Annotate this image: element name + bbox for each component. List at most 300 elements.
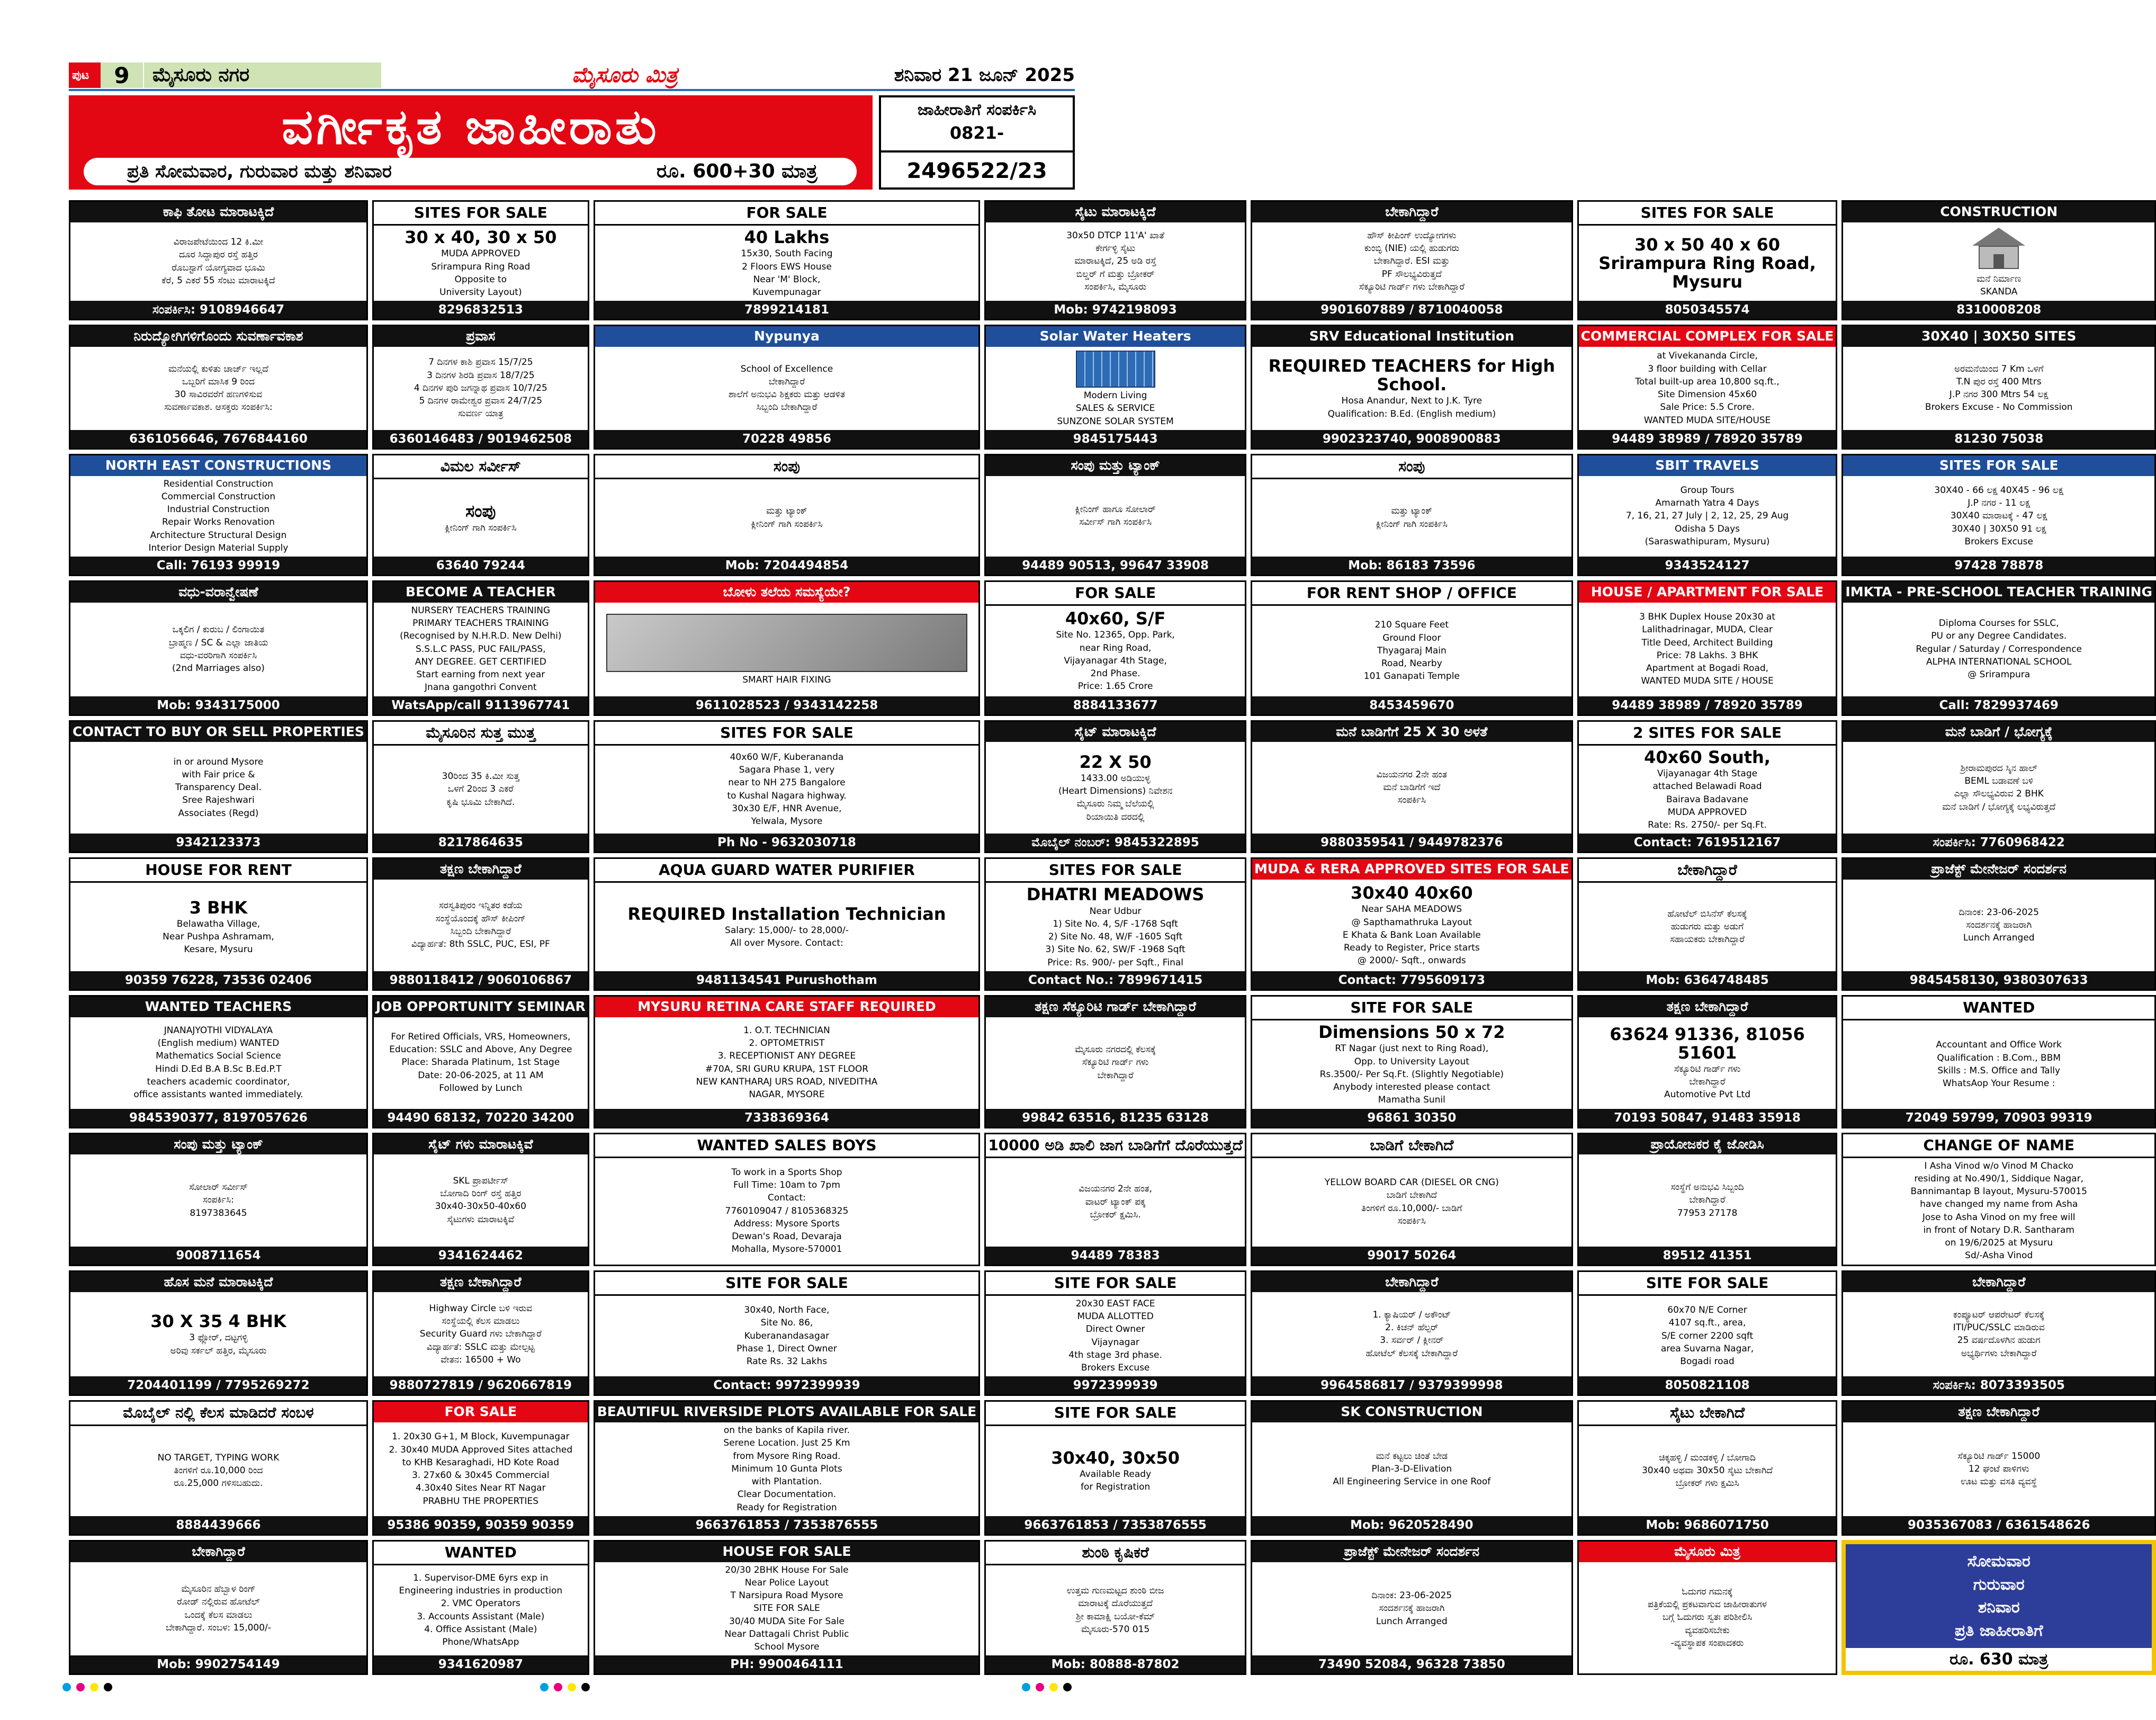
ad-contact-phone: 96861 30350 xyxy=(1252,1109,1571,1127)
ad-text-line: Followed by Lunch xyxy=(439,1082,523,1094)
ad-text-line: 5 ದಿನಗಳ ರಾಮೇಶ್ವರ ಪ್ರವಾಸ 24/7/25 xyxy=(419,396,543,407)
ad-body xyxy=(1252,1020,1571,1108)
ad-highlight: 40x60, S/F xyxy=(1065,608,1166,629)
ad-text-line: ಸಂಪರ್ಕಿಸಿ, ಮೈಸೂರು xyxy=(1084,281,1147,292)
ad-text-line: Vijaynagar xyxy=(1091,1337,1139,1348)
ad-text-line: Site Dimension 45x60 xyxy=(1657,389,1757,400)
ad-body xyxy=(374,603,588,696)
ad-text-line: ಸೆಕ್ಯೂರಿಟಿ ಗಾರ್ಡ್ ಗಳು ಬೇಕಾಗಿದ್ದಾರೆ xyxy=(1359,281,1465,292)
ad-body xyxy=(986,1426,1245,1516)
ad-text-line: PF ಸೌಲಭ್ಯವಿರುತ್ತದೆ xyxy=(1381,268,1442,280)
ad-text-line: in or around Mysore xyxy=(173,756,264,767)
ad-text-line: MUDA ALLOTTED xyxy=(1077,1311,1154,1322)
ad-text-line: ಸೋಲಾರ್ ಸರ್ವೀಸ್ xyxy=(189,1182,248,1193)
ad-text-line: ಮನೆ ಬಾಡಿಗೆಗೆ ಇದೆ xyxy=(1383,782,1441,793)
ad-contact-phone: 81230 75038 xyxy=(1843,430,2154,448)
ad-text-line: SALES & SERVICE xyxy=(1075,403,1155,414)
ad-text-line: 4.30x40 Sites Near RT Nagar xyxy=(416,1483,546,1494)
ad-text-line: to Kushal Nagara highway. xyxy=(727,790,847,801)
classified-ad xyxy=(984,1400,1246,1536)
ad-contact-phone: 6360146483 / 9019462508 xyxy=(374,430,588,448)
ad-contact-phone: 94490 68132, 70220 34200 xyxy=(374,1109,588,1127)
ad-body xyxy=(986,347,1245,430)
ad-text-line: Plan-3-D-Elivation xyxy=(1371,1463,1452,1474)
registration-marks-center xyxy=(540,1683,590,1691)
ad-text-line: 30X40 ಮಾರಾಟಕ್ಕೆ - 47 ಲಕ್ಷ xyxy=(1950,510,2047,522)
ad-highlight: 30x40 40x60 xyxy=(1351,883,1473,903)
ad-text-line: ಕ್ಲೀನಿಂಗ್ ಗಾಗಿ ಸಂಪರ್ಕಿಸಿ xyxy=(751,518,823,530)
ad-body xyxy=(1252,479,1571,557)
ad-heading: SK CONSTRUCTION xyxy=(1252,1402,1571,1422)
ad-heading: ತಕ್ಷಣ ಬೇಕಾಗಿದ್ದಾರೆ xyxy=(374,859,588,880)
ad-text-line: ಹೌಸ್ ಕೀಪಿಂಗ್ ಉದ್ಯೋಗಗಳು xyxy=(1367,230,1457,241)
ad-text-line: NEW KANTHARAJ URS ROAD, NIVEDITHA xyxy=(696,1076,878,1087)
ad-text-line: ಬೇಕಾಗಿದ್ದಾರೆ xyxy=(768,376,805,387)
ad-contact-phone: ಸಂಪರ್ಕಿಸಿ: 8073393505 xyxy=(1843,1376,2154,1394)
ad-text-line: Brokers Excuse xyxy=(1081,1363,1150,1374)
ad-text-line: JNANAJYOTHI VIDYALAYA xyxy=(164,1025,273,1036)
ad-text-line: ಸೆಕ್ಯೂರಿಟಿ ಗಾರ್ಡ್ 15000 xyxy=(1957,1450,2041,1462)
classified-ad xyxy=(1251,454,1573,576)
ad-contact-phone: 8296832513 xyxy=(374,301,588,319)
cyan-dot xyxy=(540,1683,549,1691)
classified-ad xyxy=(594,1133,980,1266)
ad-body xyxy=(595,746,978,834)
ad-body xyxy=(1579,226,1836,301)
ad-text-line: ಕುಂಬ್ಳಿ (NIE) ಯಲ್ಲಿ ಹುಡುಗರು xyxy=(1364,243,1459,254)
classified-ad xyxy=(1841,1540,2156,1676)
classified-ad xyxy=(69,1270,368,1396)
ad-text-line: ಚಿಕ್ಕಹಳ್ಳಿ / ಮಂಡಕಳ್ಳಿ / ಬೋಗಾದಿ xyxy=(1659,1452,1756,1463)
ad-text-line: 15x30, South Facing xyxy=(741,248,833,259)
section-name: ಮೈಸೂರು ನಗರ xyxy=(144,62,381,88)
ad-contact-phone: 7204401199 / 7795269272 xyxy=(70,1376,366,1394)
ad-text-line: 4 ದಿನಗಳ ಪುರಿ ಜಗನ್ನಾಥ ಪ್ರವಾಸ 10/7/25 xyxy=(414,382,547,393)
ad-text-line: Security Guard ಗಳು ಬೇಕಾಗಿದ್ದಾರೆ xyxy=(419,1329,542,1340)
ad-text-line: ವಿರಾಜಪೇಟೆಯಿಂದ 12 ಕಿ.ಮೀ xyxy=(173,237,264,248)
ad-body xyxy=(986,883,1245,971)
ad-text-line: Architecture Structural Design xyxy=(150,530,287,541)
ad-text-line: 3. RECEPTIONIST ANY DEGREE xyxy=(717,1051,856,1062)
ad-text-line: WANTED MUDA SITE / HOUSE xyxy=(1641,676,1774,687)
ad-text-line: Engineering industries in production xyxy=(399,1585,563,1597)
ad-body xyxy=(1579,603,1836,696)
ad-text-line: ಬಾಡಿಗೆ ಬೇಕಾಗಿದೆ xyxy=(1386,1190,1438,1201)
ad-text-line: 7, 16, 21, 27 July | 2, 12, 25, 29 Aug xyxy=(1625,510,1789,522)
classified-ad xyxy=(1251,720,1573,854)
ad-heading: SBIT TRAVELS xyxy=(1579,455,1836,476)
ad-body xyxy=(595,1422,978,1516)
ad-text-line: 2. VMC Operators xyxy=(441,1598,520,1609)
ad-text-line: Belawatha Village, xyxy=(176,918,260,929)
ad-contact-phone: 9845458130, 9380307633 xyxy=(1843,971,2154,989)
ad-text-line: All Engineering Service in one Roof xyxy=(1333,1476,1491,1488)
classified-ad xyxy=(372,1270,589,1396)
ad-text-line: Repair Works Renovation xyxy=(162,517,275,528)
ad-text-line: ಸುವರ್ಣ ಯಾತ್ರ xyxy=(458,408,504,419)
ad-text-line: ಸಹಾಯಕರು ಬೇಕಾಗಿದ್ದಾರೆ xyxy=(1670,934,1745,945)
ad-highlight: Dimensions 50 x 72 xyxy=(1318,1022,1505,1043)
ad-text-line: (English medium) WANTED xyxy=(157,1038,280,1049)
classified-ad xyxy=(594,200,980,320)
ad-contact-phone: 7899214181 xyxy=(595,301,978,319)
ad-body xyxy=(374,1565,588,1655)
ad-body xyxy=(1579,1426,1836,1516)
ad-text-line: PU or any Degree Candidates. xyxy=(1931,631,2067,642)
ad-text-line: 25 ವರ್ಷದೊಳಗಿನ ಹುಡುಗ xyxy=(1957,1335,2041,1346)
ad-text-line: 3) Site No. 62, SW/F -1968 Sqft xyxy=(1045,944,1185,955)
ad-body xyxy=(1843,880,2154,971)
ad-text-line: 7760109047 / 8105368325 xyxy=(725,1205,849,1216)
ad-text-line: ಬ್ರೋಕರ್ ಗಳು ಕ್ಷಮಿಸಿ xyxy=(1675,1478,1739,1489)
ad-text-line: ಒಬ್ಬರಿಗೆ ಮಾಸಿಕ 9 ರಿಂದ xyxy=(182,376,255,387)
ad-body xyxy=(374,226,588,301)
ad-text-line: ಅರಿವು ಸರ್ಕಲ್ ಹತ್ತಿರ, ಮೈಸೂರು xyxy=(170,1345,267,1356)
ad-heading: ಕಾಫಿ ತೋಟ ಮಾರಾಟಕ್ಕಿದೆ xyxy=(70,202,366,222)
ad-text-line: ಶ್ರೀರಾಮಪುರದ ಸ್ಕಿನ ಹಾಲ್ xyxy=(1960,763,2037,774)
ad-text-line: ಒಂದಕ್ಕೆ ಕೆಲಸ ಮಾಡಲು xyxy=(184,1609,253,1620)
ad-body xyxy=(70,603,366,696)
black-dot xyxy=(581,1683,590,1691)
ad-text-line: ವ್ಯವಹರಿಸಬೇಕು xyxy=(1685,1625,1730,1636)
ad-text-line: Lunch Arranged xyxy=(1376,1616,1448,1627)
contact-code: 0821- xyxy=(949,123,1004,143)
ad-body xyxy=(1579,883,1836,971)
ad-text-line: ಬಗ್ಗೆ ಓದುಗರು ಸ್ವತಃ ಪರಿಶೀಲಿಸಿ xyxy=(1662,1612,1753,1623)
ad-highlight: 3 BHK xyxy=(189,897,248,918)
issue-date: ಶನಿವಾರ 21 ಜೂನ್ 2025 xyxy=(894,65,1075,86)
ad-heading: FOR RENT SHOP / OFFICE xyxy=(1252,582,1571,606)
ad-text-line: Serene Location. Just 25 Km xyxy=(723,1438,850,1449)
ad-heading: CONTACT TO BUY OR SELL PROPERTIES xyxy=(70,722,366,742)
ad-text-line: Clear Documentation. xyxy=(737,1489,837,1500)
ad-text-line: Kesare, Mysuru xyxy=(184,944,253,955)
ad-text-line: T Narsipura Road Mysore xyxy=(730,1590,843,1601)
ad-text-line: 3 ಫ್ಲೋರ್, ದಟ್ಟಗಳ್ಳಿ xyxy=(189,1332,248,1343)
ad-text-line: ಪ್ರತಿ ಜಾಹೀರಾತಿಗೆ xyxy=(1954,1621,2043,1640)
ad-heading: COMMERCIAL COMPLEX FOR SALE xyxy=(1579,326,1836,347)
ad-text-line: ವಧು-ವರರಿಗಾಗಿ ಸಂಪರ್ಕಿಸಿ xyxy=(179,650,257,661)
ad-text-line: ಮತ್ತು ಟ್ಯಾಂಕ್ xyxy=(1391,506,1433,517)
ad-heading: 10000 ಅಡಿ ಖಾಲಿ ಜಾಗ ಬಾಡಿಗೆಗೆ ದೊರೆಯುತ್ತದೆ xyxy=(986,1134,1245,1158)
yellow-dot xyxy=(1049,1683,1058,1691)
ad-text-line: ಸಂಸ್ಥೆಯೊಂದಕ್ಕೆ ಹೌಸ್ ಕೀಪಿಂಗ್ xyxy=(435,913,526,924)
classified-ad xyxy=(1841,995,2156,1128)
ad-text-line: YELLOW BOARD CAR (DIESEL OR CNG) xyxy=(1324,1177,1499,1188)
ad-heading: ಹೊಸ ಮನೆ ಮಾರಾಟಕ್ಕಿದೆ xyxy=(70,1272,366,1293)
ad-body xyxy=(70,742,366,834)
ad-heading: ವಿಮಲ ಸರ್ವೀಸ್ xyxy=(374,455,588,479)
classified-ad xyxy=(69,1400,368,1536)
ad-text-line: Rate: Rs. 2750/- per Sq.Ft. xyxy=(1648,820,1767,830)
ad-heading: FOR SALE xyxy=(374,1402,588,1422)
ad-text-line: Opposite to xyxy=(454,274,507,285)
ad-contact-phone: 94489 90513, 99647 33908 xyxy=(986,557,1245,575)
ad-text-line: (Saraswathipuram, Mysuru) xyxy=(1645,536,1770,547)
ad-text-line: 8197383645 xyxy=(190,1207,247,1219)
ad-heading: ಸೈಟು ಬೇಕಾಗಿದೆ xyxy=(1579,1402,1836,1426)
ad-heading: ಬಾಡಿಗೆ ಬೇಕಾಗಿದೆ xyxy=(1252,1134,1571,1158)
ad-body xyxy=(595,347,978,430)
ad-text-line: School Mysore xyxy=(754,1642,820,1653)
ad-contact-phone: 9845175443 xyxy=(986,430,1245,448)
ad-heading: HOUSE / APARTMENT FOR SALE xyxy=(1579,582,1836,603)
ad-text-line: PRABHU THE PROPERTIES xyxy=(423,1495,539,1507)
ad-body xyxy=(374,746,588,834)
ad-text-line: J.P ನಗರ 300 Mtrs 54 ಲಕ್ಷ xyxy=(1949,389,2049,400)
ad-body xyxy=(595,883,978,971)
ad-text-line: ಬೇಕಾಗಿದ್ದಾರೆ xyxy=(1689,1195,1726,1206)
ad-text-line: Rate Rs. 32 Lakhs xyxy=(746,1356,828,1367)
ad-text-line: ಬೇಕಾಗಿದ್ದಾರೆ xyxy=(1689,1077,1726,1088)
ad-text-line: ಶನಿವಾರ xyxy=(1978,1598,2020,1617)
ad-body xyxy=(1252,742,1571,834)
ad-highlight: 40x60 South, xyxy=(1644,747,1771,767)
ad-text-line: ANY DEGREE. GET CERTIFIED xyxy=(415,656,546,667)
classified-ad xyxy=(984,454,1246,576)
classified-ad xyxy=(372,1540,589,1676)
ad-text-line: ಕೃಷಿ ಭೂಮಿ ಬೇಕಾಗಿದೆ. xyxy=(446,796,515,808)
ad-text-line: Road, Nearby xyxy=(1381,658,1442,669)
ad-heading: SITES FOR SALE xyxy=(1579,202,1836,226)
classified-ad xyxy=(69,995,368,1128)
ad-contact-phone: 89512 41351 xyxy=(1579,1247,1836,1265)
cyan-dot xyxy=(62,1683,71,1691)
ad-heading: Solar Water Heaters xyxy=(986,326,1245,347)
ad-heading: ತಕ್ಷಣ ಸೆಕ್ಯೂರಿಟಿ ಗಾರ್ಡ್ ಬೇಕಾಗಿದ್ದಾರೆ xyxy=(986,997,1245,1017)
ad-text-line: S/E corner 2200 sqft xyxy=(1661,1330,1754,1341)
ad-text-line: on the banks of Kapila river. xyxy=(723,1425,850,1436)
ad-text-line: ವಿಜಯನಗರ 2ನೇ ಹಂತ xyxy=(1376,769,1447,780)
ad-body xyxy=(595,479,978,557)
ad-text-line: Kuvempunagar xyxy=(752,287,821,298)
contact-label: ಜಾಹೀರಾತಿಗೆ ಸಂಪರ್ಕಿಸಿ xyxy=(917,101,1037,119)
ad-text-line: Education: SSLC and Above, Any Degree xyxy=(389,1044,572,1055)
ad-contact-phone: 63640 79244 xyxy=(374,557,588,575)
ad-text-line: Bannimantap B layout, Mysuru-570015 xyxy=(1910,1186,2087,1197)
ad-body xyxy=(1846,1544,2152,1649)
ad-text-line: Skills : M.S. Office and Tally xyxy=(1937,1065,2061,1076)
ad-text-line: in front of Notary D.R. Santharam xyxy=(1923,1224,2074,1235)
ad-text-line: ಸಂಪರ್ಕಿಸಿ xyxy=(1397,1215,1426,1226)
ad-heading: ನಿರುದ್ಯೋಗಿಗಳಿಗೊಂದು ಸುವರ್ಣಾವಕಾಶ xyxy=(70,326,366,347)
ad-heading: SITE FOR SALE xyxy=(986,1272,1245,1296)
ad-text-line: with Plantation. xyxy=(751,1476,822,1488)
classified-ad xyxy=(1841,200,2156,320)
ad-text-line: with Fair price & xyxy=(182,769,255,780)
ad-text-line: School of Excellence xyxy=(740,363,833,374)
ad-text-line: 3. 27x60 & 30x45 Commercial xyxy=(412,1470,550,1481)
ad-text-line: Near Udbur xyxy=(1089,906,1142,917)
ad-body xyxy=(1579,746,1836,834)
ad-heading: SITE FOR SALE xyxy=(986,1402,1245,1426)
ad-text-line: Full Time: 10am to 7pm xyxy=(733,1180,840,1191)
classified-ad xyxy=(594,454,980,576)
masthead-title: ವರ್ಗೀಕೃತ ಜಾಹೀರಾತು xyxy=(282,98,660,155)
ad-body xyxy=(70,1154,366,1246)
ad-text-line: ಒಕ್ಕಲಿಗ / ಕುರುಬ / ಲಿಂಗಾಯಿತ xyxy=(172,624,265,635)
ad-heading: WANTED xyxy=(374,1542,588,1565)
ad-heading: 2 SITES FOR SALE xyxy=(1579,722,1836,746)
masthead-contact-box xyxy=(879,95,1075,190)
ad-heading: ಬೇಕಾಗಿದ್ದಾರೆ xyxy=(1252,1272,1571,1293)
ad-contact-phone: Mob: 86183 73596 xyxy=(1252,557,1571,575)
ad-text-line: Yelwala, Mysore xyxy=(751,816,823,827)
ad-highlight: 30 x 40, 30 x 50 xyxy=(405,227,557,248)
ad-text-line: ಹೋಟೆಲ್ ಬಿಸಿನೆಸ್ ಕೆಲಸಕ್ಕೆ xyxy=(1667,908,1747,919)
ad-text-line: Ready to Register, Price starts xyxy=(1343,943,1480,954)
ad-heading: BEAUTIFUL RIVERSIDE PLOTS AVAILABLE FOR SALE xyxy=(595,1402,978,1422)
classified-ad xyxy=(1841,1133,2156,1266)
ad-text-line: ಊಟ ಮತ್ತು ವಸತಿ ವ್ಯವಸ್ಥೆ xyxy=(1961,1476,2037,1488)
ad-text-line: ALPHA INTERNATIONAL SCHOOL xyxy=(1926,656,2072,667)
ad-body xyxy=(595,226,978,301)
ad-highlight: ಸಂಪು xyxy=(465,501,496,522)
ad-contact-phone: Ph No - 9632030718 xyxy=(595,834,978,852)
ad-text-line: ಕ್ಲೀನಿಂಗ್ ಗಾಗಿ ಸಂಪರ್ಕಿಸಿ xyxy=(445,522,517,533)
ad-text-line: SITE FOR SALE xyxy=(753,1603,820,1614)
classified-ad xyxy=(594,995,980,1128)
ad-text-line: Dewan's Road, Devaraja xyxy=(732,1231,842,1242)
ad-text-line: Interior Design Material Supply xyxy=(148,542,289,553)
ad-text-line: 30x50 DTCP 11'A' ಖಾತೆ xyxy=(1066,230,1165,241)
page-header-bar xyxy=(69,62,1075,88)
ad-contact-phone: 94489 38989 / 78920 35789 xyxy=(1579,430,1836,448)
ad-text-line: 40x60 W/F, Kuberananda xyxy=(730,751,844,763)
ad-contact-phone: Mob: 7204494854 xyxy=(595,557,978,575)
ad-body xyxy=(1843,222,2154,301)
classified-ad xyxy=(372,200,589,320)
ad-text-line: ಬೋಗಾದಿ ರಿಂಗ್ ರಸ್ತೆ ಹತ್ತಿರ xyxy=(440,1188,522,1199)
ad-text-line: Brokers Excuse xyxy=(1964,536,2033,547)
classified-ad xyxy=(1841,325,2156,450)
registration-marks-right xyxy=(1022,1683,1072,1691)
ad-text-line: Automotive Pvt Ltd xyxy=(1664,1089,1751,1100)
ad-text-line: #70A, SRI GURU KRUPA, 1ST FLOOR xyxy=(705,1063,869,1074)
ad-text-line: Bairava Badavane xyxy=(1666,794,1749,805)
ad-text-line: ಸೋಮವಾರ xyxy=(1967,1552,2031,1571)
classified-ad xyxy=(1251,857,1573,991)
ad-contact-phone: 8453459670 xyxy=(1252,696,1571,714)
ad-contact-phone: 99017 50264 xyxy=(1252,1247,1571,1265)
ad-contact-phone: 9880359541 / 9449782376 xyxy=(1252,834,1571,852)
ad-text-line: 2 Floors EWS House xyxy=(742,261,832,272)
ad-text-line: ಗುರುವಾರ xyxy=(1973,1575,2025,1594)
ad-text-line: Phone/WhatsApp xyxy=(442,1637,519,1648)
classified-ad xyxy=(984,857,1246,991)
ad-text-line: ಬೇಕಾಗಿದ್ದಾರೆ xyxy=(1097,1070,1134,1081)
ad-body xyxy=(1252,222,1571,301)
classified-ad xyxy=(1841,720,2156,854)
ad-highlight: DHATRI MEADOWS xyxy=(1026,884,1205,905)
ad-body xyxy=(1843,1158,2154,1265)
ad-contact-phone: 9901607889 / 8710040058 xyxy=(1252,301,1571,319)
classified-ad xyxy=(372,720,589,854)
ad-text-line: 30x30 E/F, HNR Avenue, xyxy=(732,803,842,814)
ad-contact-phone: Mob: 9742198093 xyxy=(986,301,1245,319)
yellow-dot xyxy=(568,1683,576,1691)
ad-heading: SITE FOR SALE xyxy=(1579,1272,1836,1296)
ad-text-line: Near SAHA MEADOWS xyxy=(1361,904,1462,915)
ad-text-line: ಸಂಸ್ಥೆಯಲ್ಲಿ ಕೆಲಸ ಮಾಡಲು xyxy=(442,1316,520,1327)
ad-body xyxy=(1252,606,1571,696)
ad-text-line: @ 2000/- Sqft., onwards xyxy=(1357,955,1466,966)
ad-text-line: ವಾಟರ್ ಟ್ಯಾಂಕ್ ಪಕ್ಕ xyxy=(1085,1196,1146,1207)
ad-text-line: Site No. 86, xyxy=(760,1318,813,1329)
ad-body xyxy=(70,1562,366,1656)
classified-ad xyxy=(984,995,1246,1128)
ad-text-line: @ Srirampura xyxy=(1968,669,2031,680)
masthead-price: ರೂ. 600+30 ಮಾತ್ರ xyxy=(657,160,818,182)
ad-heading: HOUSE FOR SALE xyxy=(595,1542,978,1562)
ad-body xyxy=(1579,476,1836,557)
ad-text-line: ರಿಯಾಯಿತಿ ದರದಲ್ಲಿ xyxy=(1086,811,1145,822)
ad-heading: ಮನೆ ಬಾಡಿಗೆ / ಭೋಗ್ಯಕ್ಕೆ xyxy=(1843,722,2154,742)
ad-highlight: 30 x 50 40 x 60 Srirampura Ring Road, Mysuru xyxy=(1598,234,1816,292)
ad-contact-phone: Mob: 6364748485 xyxy=(1579,971,1836,989)
ad-text-line: Sale Price: 5.5 Crore. xyxy=(1660,402,1755,413)
ad-contact-phone: Mob: 9902754149 xyxy=(70,1655,366,1673)
ad-text-line: ಅರಮನೆಯಿಂದ 7 Km ಒಳಗೆ xyxy=(1954,363,2044,374)
ad-text-line: Title Deed, Architect Building xyxy=(1641,637,1773,648)
classified-ad xyxy=(1841,454,2156,576)
ad-text-line: ಬೇಕಾಗಿದ್ದಾರೆ. ಸಂಬಳ: 15,000/- xyxy=(165,1622,271,1633)
ad-text-line: Amarnath Yatra 4 Days xyxy=(1655,498,1759,508)
ad-heading: SITE FOR SALE xyxy=(1252,997,1571,1020)
ad-text-line: Opp. to University Layout xyxy=(1354,1056,1469,1067)
ad-heading: SRV Educational Institution xyxy=(1252,326,1571,347)
ad-text-line: ಸೈಟುಗಳು ಮಾರಾಟಕ್ಕಿವೆ xyxy=(447,1214,515,1225)
ad-contact-phone: 8884439666 xyxy=(70,1516,366,1534)
ad-contact-phone: 9343524127 xyxy=(1579,557,1836,575)
ad-heading: BECOME A TEACHER xyxy=(374,582,588,603)
ad-text-line: teachers academic coordinator, xyxy=(147,1076,290,1087)
ad-highlight: REQUIRED Installation Technician xyxy=(627,903,946,924)
ad-text-line: ಸಿಬ್ಬಂದಿ ಬೇಕಾಗಿದ್ದಾರೆ xyxy=(756,402,818,413)
ad-text-line: All over Mysore. Contact: xyxy=(730,938,843,949)
ad-text-line: J.P ನಗರ - 11 ಲಕ್ಷ xyxy=(1968,498,2031,508)
classified-ad xyxy=(594,1400,980,1536)
ad-heading: ಶುಂಠಿ ಕೃಷಿಕರೆ xyxy=(986,1542,1245,1565)
classified-ad xyxy=(1577,1400,1838,1536)
ad-body xyxy=(1579,1562,1836,1674)
ad-body xyxy=(986,1158,1245,1247)
ad-text-line: 30x40, North Face, xyxy=(744,1305,830,1315)
ad-text-line: RT Nagar (just next to Ring Road), xyxy=(1335,1043,1489,1054)
ad-contact-phone: 9342123373 xyxy=(70,834,366,852)
classified-ad xyxy=(1577,857,1838,991)
ad-text-line: SUNZONE SOLAR SYSTEM xyxy=(1057,416,1174,427)
ad-text-line: ಹೋಟೆಲ್ ಕೆಲಸಕ್ಕೆ ಬೇಕಾಗಿದ್ದಾರೆ xyxy=(1366,1348,1458,1359)
ad-text-line: 30x40-30x50-40x60 xyxy=(435,1201,526,1212)
magenta-dot xyxy=(76,1683,85,1691)
ad-contact-phone: 97428 78878 xyxy=(1843,557,2154,575)
ad-contact-phone: ಸಂಪರ್ಕಿಸಿ: 7760968422 xyxy=(1843,834,2154,852)
ad-text-line: Rs.3500/- Per Sq.Ft. (Slightly Negotiable) xyxy=(1319,1069,1504,1080)
ad-text-line: 1. 20x30 G+1, M Block, Kuvempunagar xyxy=(392,1431,570,1443)
ad-text-line: (Recognised by N.H.R.D. New Delhi) xyxy=(400,631,562,642)
ad-text-line: ತಿಂಗಳಿಗೆ ರೂ.10,000 ರಿಂದ xyxy=(174,1465,263,1476)
ad-contact-phone: 9481134541 Purushotham xyxy=(595,971,978,989)
ad-text-line: Sd/-Asha Vinod xyxy=(1965,1250,2033,1261)
classified-ad xyxy=(1251,1540,1573,1676)
header-divider xyxy=(69,89,1075,91)
ad-body xyxy=(70,476,366,557)
ad-body xyxy=(70,1292,366,1376)
ad-heading: ತಕ್ಷಣ ಬೇಕಾಗಿದ್ದಾರೆ xyxy=(1579,997,1836,1017)
ad-heading: SITES FOR SALE xyxy=(595,722,978,746)
ad-text-line: Qualification: B.Ed. (English medium) xyxy=(1327,408,1496,419)
